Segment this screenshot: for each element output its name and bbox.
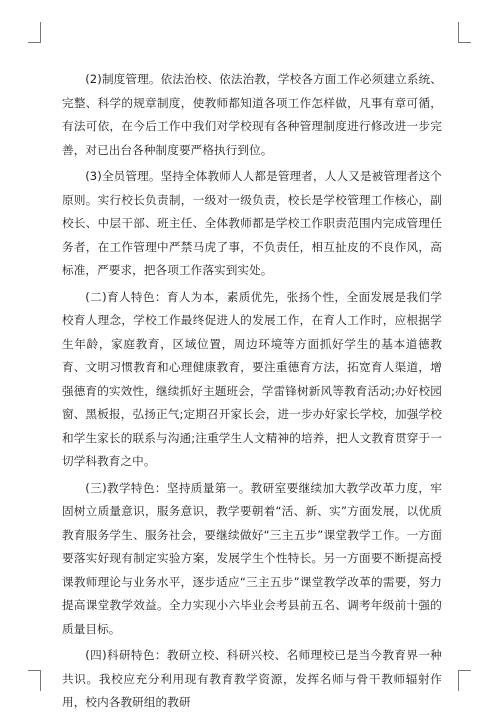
paragraph-education-feature: (二)育人特色：育人为本，素质优先，张扬个性，全面发展是我们学校育人理念，学校工作最终促进人的发展工作，在育人工作时，应根据学生年龄，家庭教育，区域位置，周边环境等方面抓好学生的基本道德教育、文明习惯教育和心理健康教育，要注重德育方法，拓宽育人渠道，增强德育的实效性，继续抓好主题班会，学雷锋树新风等教育活动;办好校园窗、黑板报，弘扬正气;定期召开家长会，进一步办好家长学校，加强学校和学生家长的联系与沟通;注重学生人文精神的培养，把人文教育贯穿于一切学科教育之中。 bbox=[62, 289, 442, 468]
crop-mark-top-right bbox=[458, 22, 471, 43]
paragraph-full-staff-management: (3)全员管理。坚持全体教师人人都是管理者，人人又是被管理者这个原则。实行校长负责制，一级对一级负责，校长是学校管理工作核心，副校长、中层干部、班主任、全体教师都是学校工作职责范围内完成管理任务者，在工作管理中严禁马虎了事，不负责任，相互扯皮的不良作风，高标准，严要求，把各项工作落实到实处。 bbox=[62, 169, 442, 277]
paragraph-system-management: (2)制度管理。依法治校、依法治教，学校各方面工作必须建立系统、完整、科学的规章制度，使教师都知道各项工作怎样做，凡事有章可循，有法可依，在今后工作中我们对学校现有各种管理制度进行修改进一步完善，对已出台各种制度要严格执行到位。 bbox=[62, 72, 442, 157]
document-body bbox=[62, 68, 442, 718]
crop-mark-bottom-left bbox=[28, 670, 41, 691]
crop-mark-bottom-right bbox=[458, 670, 471, 691]
paragraph-teaching-feature: (三)教学特色：坚持质量第一。教研室要继续加大教学改革力度，牢固树立质量意识，服务意识，教学要朝着“活、新、实”方面发展，以优质教育服务学生、服务社会，要继续做好“三主五步”课堂教学工作。一方面要落实好现有制定实验方案，发展学生个性特长。另一方面要不断提高授课教师理论与业务水平，逐步适应“三主五步”课堂教学改革的需要，努力提高课堂教学效益。全力实现小六毕业会考县前五名、调考年级前十强的质量目标。 bbox=[62, 480, 442, 636]
paragraph-research-feature: (四)科研特色：教研立校、科研兴校、名师理校已是当今教育界一种共识。我校应充分利用现有教育教学资源，发挥名师与骨干教师辐射作用，校内各教研组的教研 bbox=[62, 648, 442, 709]
crop-mark-top-left bbox=[28, 22, 41, 43]
